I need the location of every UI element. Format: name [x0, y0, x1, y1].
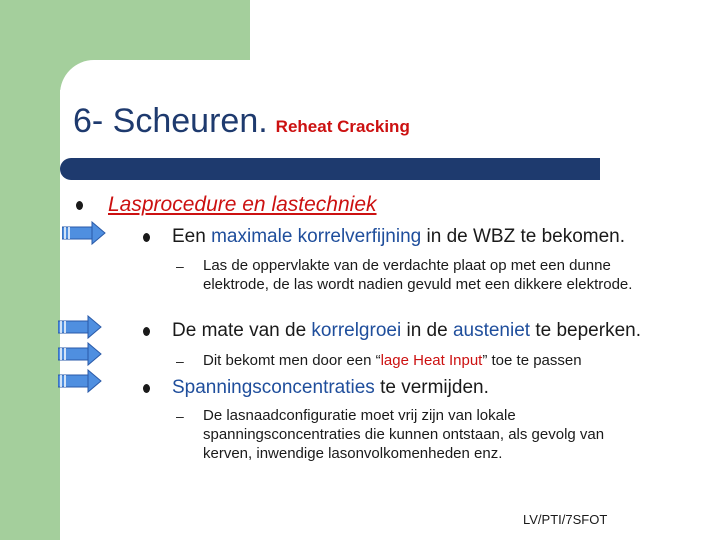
point-1-text-end: in de WBZ te bekomen.: [421, 226, 626, 247]
point-3-text: te vermijden.: [374, 377, 489, 398]
page-title: [73, 102, 410, 141]
point-1-detail: Las de oppervlakte van de verdachte plaat op met een dunne elektrode, de las wordt nadien gevuld met een dikkere elektrode.: [203, 257, 633, 293]
point-3-highlight: Spanningsconcentraties: [172, 377, 375, 398]
arrow-right-icon: [58, 314, 102, 340]
arrow-right-icon: [58, 368, 102, 394]
bullet-icon: [143, 327, 150, 336]
dash-marker: –: [176, 258, 184, 274]
point-1-text: Een: [172, 226, 212, 247]
arrow-right-icon: [62, 220, 106, 246]
bullet-icon: [76, 201, 83, 210]
point-2-text: De mate van de: [172, 320, 312, 341]
point-2-detail-highlight: lage Heat Input: [380, 352, 483, 369]
point-1: [172, 226, 625, 248]
bullet-icon: [143, 384, 150, 393]
dash-marker: –: [176, 408, 184, 424]
point-2-text-middle: in de: [401, 320, 453, 341]
point-2: [172, 320, 641, 342]
point-2-highlight-1: korrelgroei: [311, 320, 402, 341]
point-2-detail-text-end: ” toe te passen: [482, 352, 582, 369]
arrow-right-icon: [58, 341, 102, 367]
footer-code: LV/PTI/7SFOT: [523, 512, 608, 527]
green-side-strip: [0, 0, 60, 540]
section-heading: Lasprocedure en lastechniek: [108, 193, 377, 216]
point-2-text-end: te beperken.: [530, 320, 641, 341]
title-divider-bar: [60, 158, 600, 180]
point-3-detail: De lasnaadconfiguratie moet vrij zijn van lokale spanningsconcentraties die kunnen ontstaan, als gevolg van kerven, inwendige lasonvolkomenheden enz.: [203, 407, 605, 462]
bullet-icon: [143, 233, 150, 242]
dash-marker: –: [176, 353, 184, 369]
point-3: [172, 377, 489, 399]
point-2-detail: [203, 351, 683, 370]
title-main: 6- Scheuren.: [73, 102, 268, 140]
title-subtitle: Reheat Cracking: [275, 117, 410, 136]
point-2-highlight-2: austeniet: [452, 320, 531, 341]
point-2-detail-text: Dit bekomt men door een “: [203, 352, 381, 369]
point-1-highlight: maximale korrelverfijning: [211, 226, 422, 247]
